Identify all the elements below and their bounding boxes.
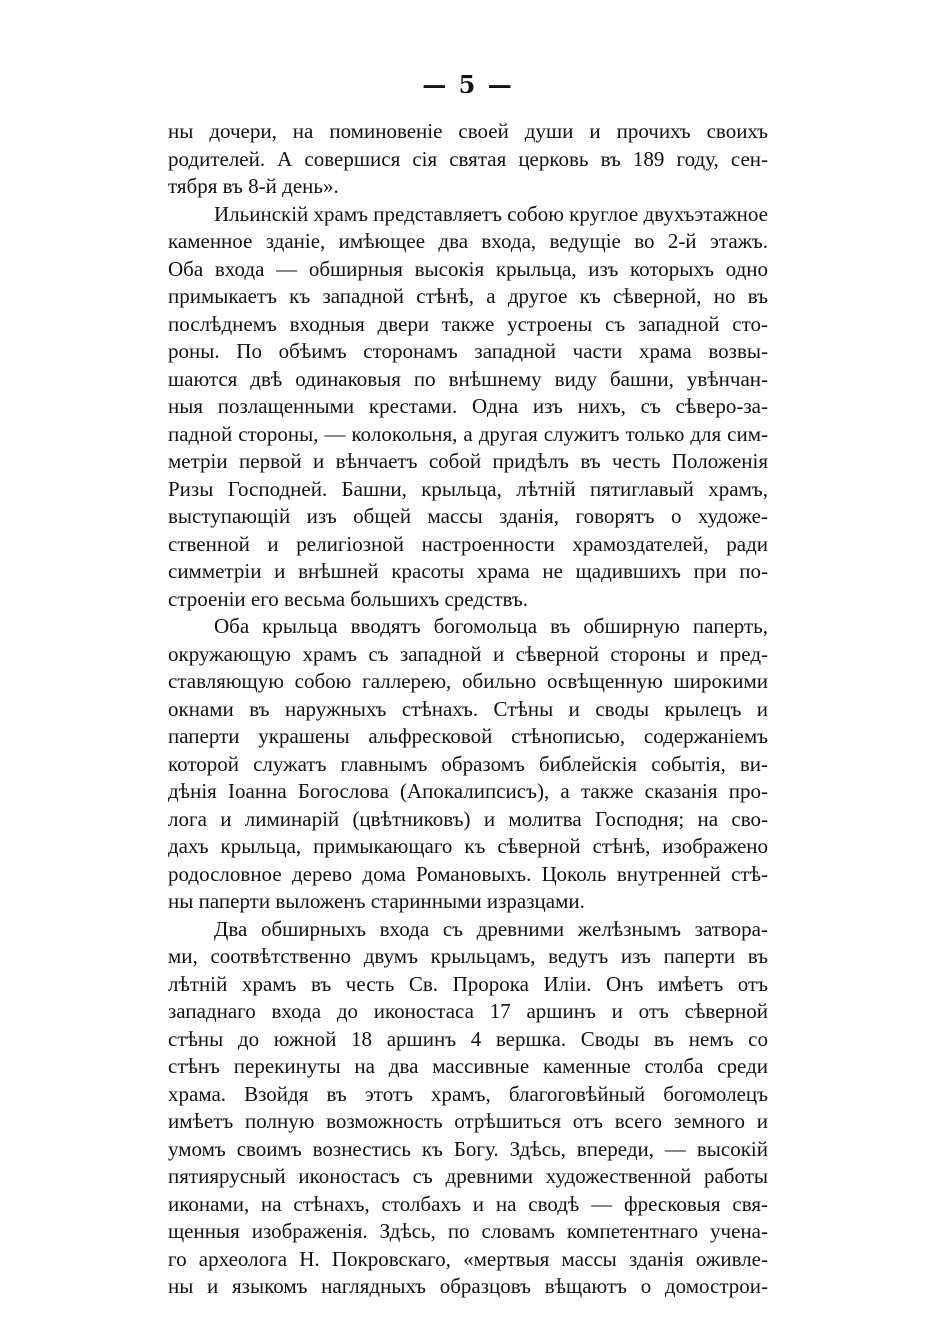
text-line: падной стороны, — колокольня, а другая служитъ только для сим- — [168, 421, 768, 446]
text-line: шаются двѣ одинаковыя по внѣшнему виду башни, увѣнчан- — [168, 366, 768, 391]
text-line: иконами, на стѣнахъ, столбахъ и на сводѣ — фресковыя свя- — [168, 1191, 768, 1216]
text-line: ны дочери, на поминовеніе своей души и прочихъ своихъ — [168, 119, 768, 143]
text-line: ми, соотвѣтственно двумъ крыльцамъ, ведутъ изъ паперти въ — [168, 944, 768, 968]
text-line: дѣнія Іоанна Богослова (Апокалипсисъ), а также сказанія про- — [168, 779, 768, 803]
text-line: тября въ 8-й день». — [168, 174, 339, 198]
text-line: дахъ крыльца, примыкающаго къ сѣверной стѣнѣ, изображено — [168, 834, 768, 858]
text-line: лога и лиминарій (цвѣтниковъ) и молитва Господня; на сво- — [168, 806, 768, 831]
body-text — [168, 118, 768, 1301]
text-line: ственной и религіозной настроенности храмоздателей, ради — [168, 531, 768, 556]
text-line: Ильинскій храмъ представляетъ собою круглое двухъэтажное — [214, 201, 768, 226]
text-line: примыкаетъ къ западной стѣнѣ, а другое къ сѣверной, но въ — [168, 284, 768, 308]
text-line: стѣнъ перекинуты на два массивные каменные столба среди — [168, 1054, 768, 1078]
text-line: окнами въ наружныхъ стѣнахъ. Стѣны и своды крылецъ и — [168, 696, 768, 721]
text-line: Оба входа — обширныя высокія крыльца, изъ которыхъ одно — [168, 256, 768, 281]
text-line: строеніи его весьма большихъ средствъ. — [168, 586, 529, 611]
text-line: храма. Взойдя въ этотъ храмъ, благоговѣйный богомолецъ — [168, 1081, 768, 1106]
text-line: метріи первой и вѣнчаетъ собой придѣлъ въ честь Положенія — [168, 449, 768, 473]
text-line: ны паперти выложенъ старинными изразцами. — [168, 889, 585, 913]
text-line: го археолога Н. Покровскаго, «мертвыя массы зданія оживле- — [168, 1246, 768, 1271]
text-line: которой служатъ главнымъ образомъ библейскія событія, ви- — [168, 751, 768, 776]
text-line: западнаго входа до иконостаса 17 аршинъ и отъ сѣверной — [168, 999, 768, 1023]
text-line: стѣны до южной 18 аршинъ 4 вершка. Своды въ немъ со — [168, 1026, 768, 1051]
text-line: умомъ своимъ вознестись къ Богу. Здѣсь, впереди, — высокій — [168, 1136, 768, 1161]
text-line: щенныя изображенія. Здѣсь, по словамъ компетентнаго учена- — [168, 1219, 768, 1243]
text-line: имѣетъ полную возможность отрѣшиться отъ всего земного и — [168, 1109, 768, 1133]
text-line: послѣднемъ входныя двери также устроены съ западной сто- — [168, 311, 768, 336]
text-line: родителей. А совершися сія святая церковь въ 189 году, сен- — [168, 146, 768, 171]
text-line: Ризы Господней. Башни, крыльца, лѣтній пятиглавый храмъ, — [168, 476, 768, 501]
text-line: ныя позлащенными крестами. Одна изъ нихъ, съ сѣверо-за- — [168, 394, 768, 418]
text-line: окружающую храмъ съ западной и сѣверной стороны и пред- — [168, 641, 768, 666]
text-line: пятиярусный иконостасъ съ древними художественной работы — [168, 1164, 768, 1188]
text-line: Оба крыльца вводятъ богомольца въ обширную паперть, — [214, 614, 768, 638]
text-line: паперти украшены альфресковой стѣнописью, содержаніемъ — [168, 724, 768, 748]
text-line: ставляющую собою галлерею, обильно освѣщенную широкими — [168, 669, 768, 693]
text-line: симметріи и внѣшней красоты храма не щадившихъ при по- — [168, 559, 768, 583]
text-line: лѣтній храмъ въ честь Св. Пророка Иліи. Онъ имѣетъ отъ — [168, 971, 768, 996]
text-line: каменное зданіе, имѣющее два входа, ведущіе во 2-й этажъ. — [168, 229, 768, 253]
text-line: родословное дерево дома Романовыхъ. Цоколь внутренней стѣ- — [168, 861, 768, 886]
text-line: ны и языкомъ наглядныхъ образцовъ вѣщаютъ о домострои- — [168, 1274, 768, 1298]
text-line: роны. По обѣимъ сторонамъ западной части храма возвы- — [168, 339, 768, 363]
text-line: выступающій изъ общей массы зданія, говорятъ о художе- — [168, 504, 768, 528]
text-line: Два обширныхъ входа съ древними желѣзнымъ затвора- — [214, 916, 768, 941]
page-number: — 5 — — [422, 70, 514, 99]
